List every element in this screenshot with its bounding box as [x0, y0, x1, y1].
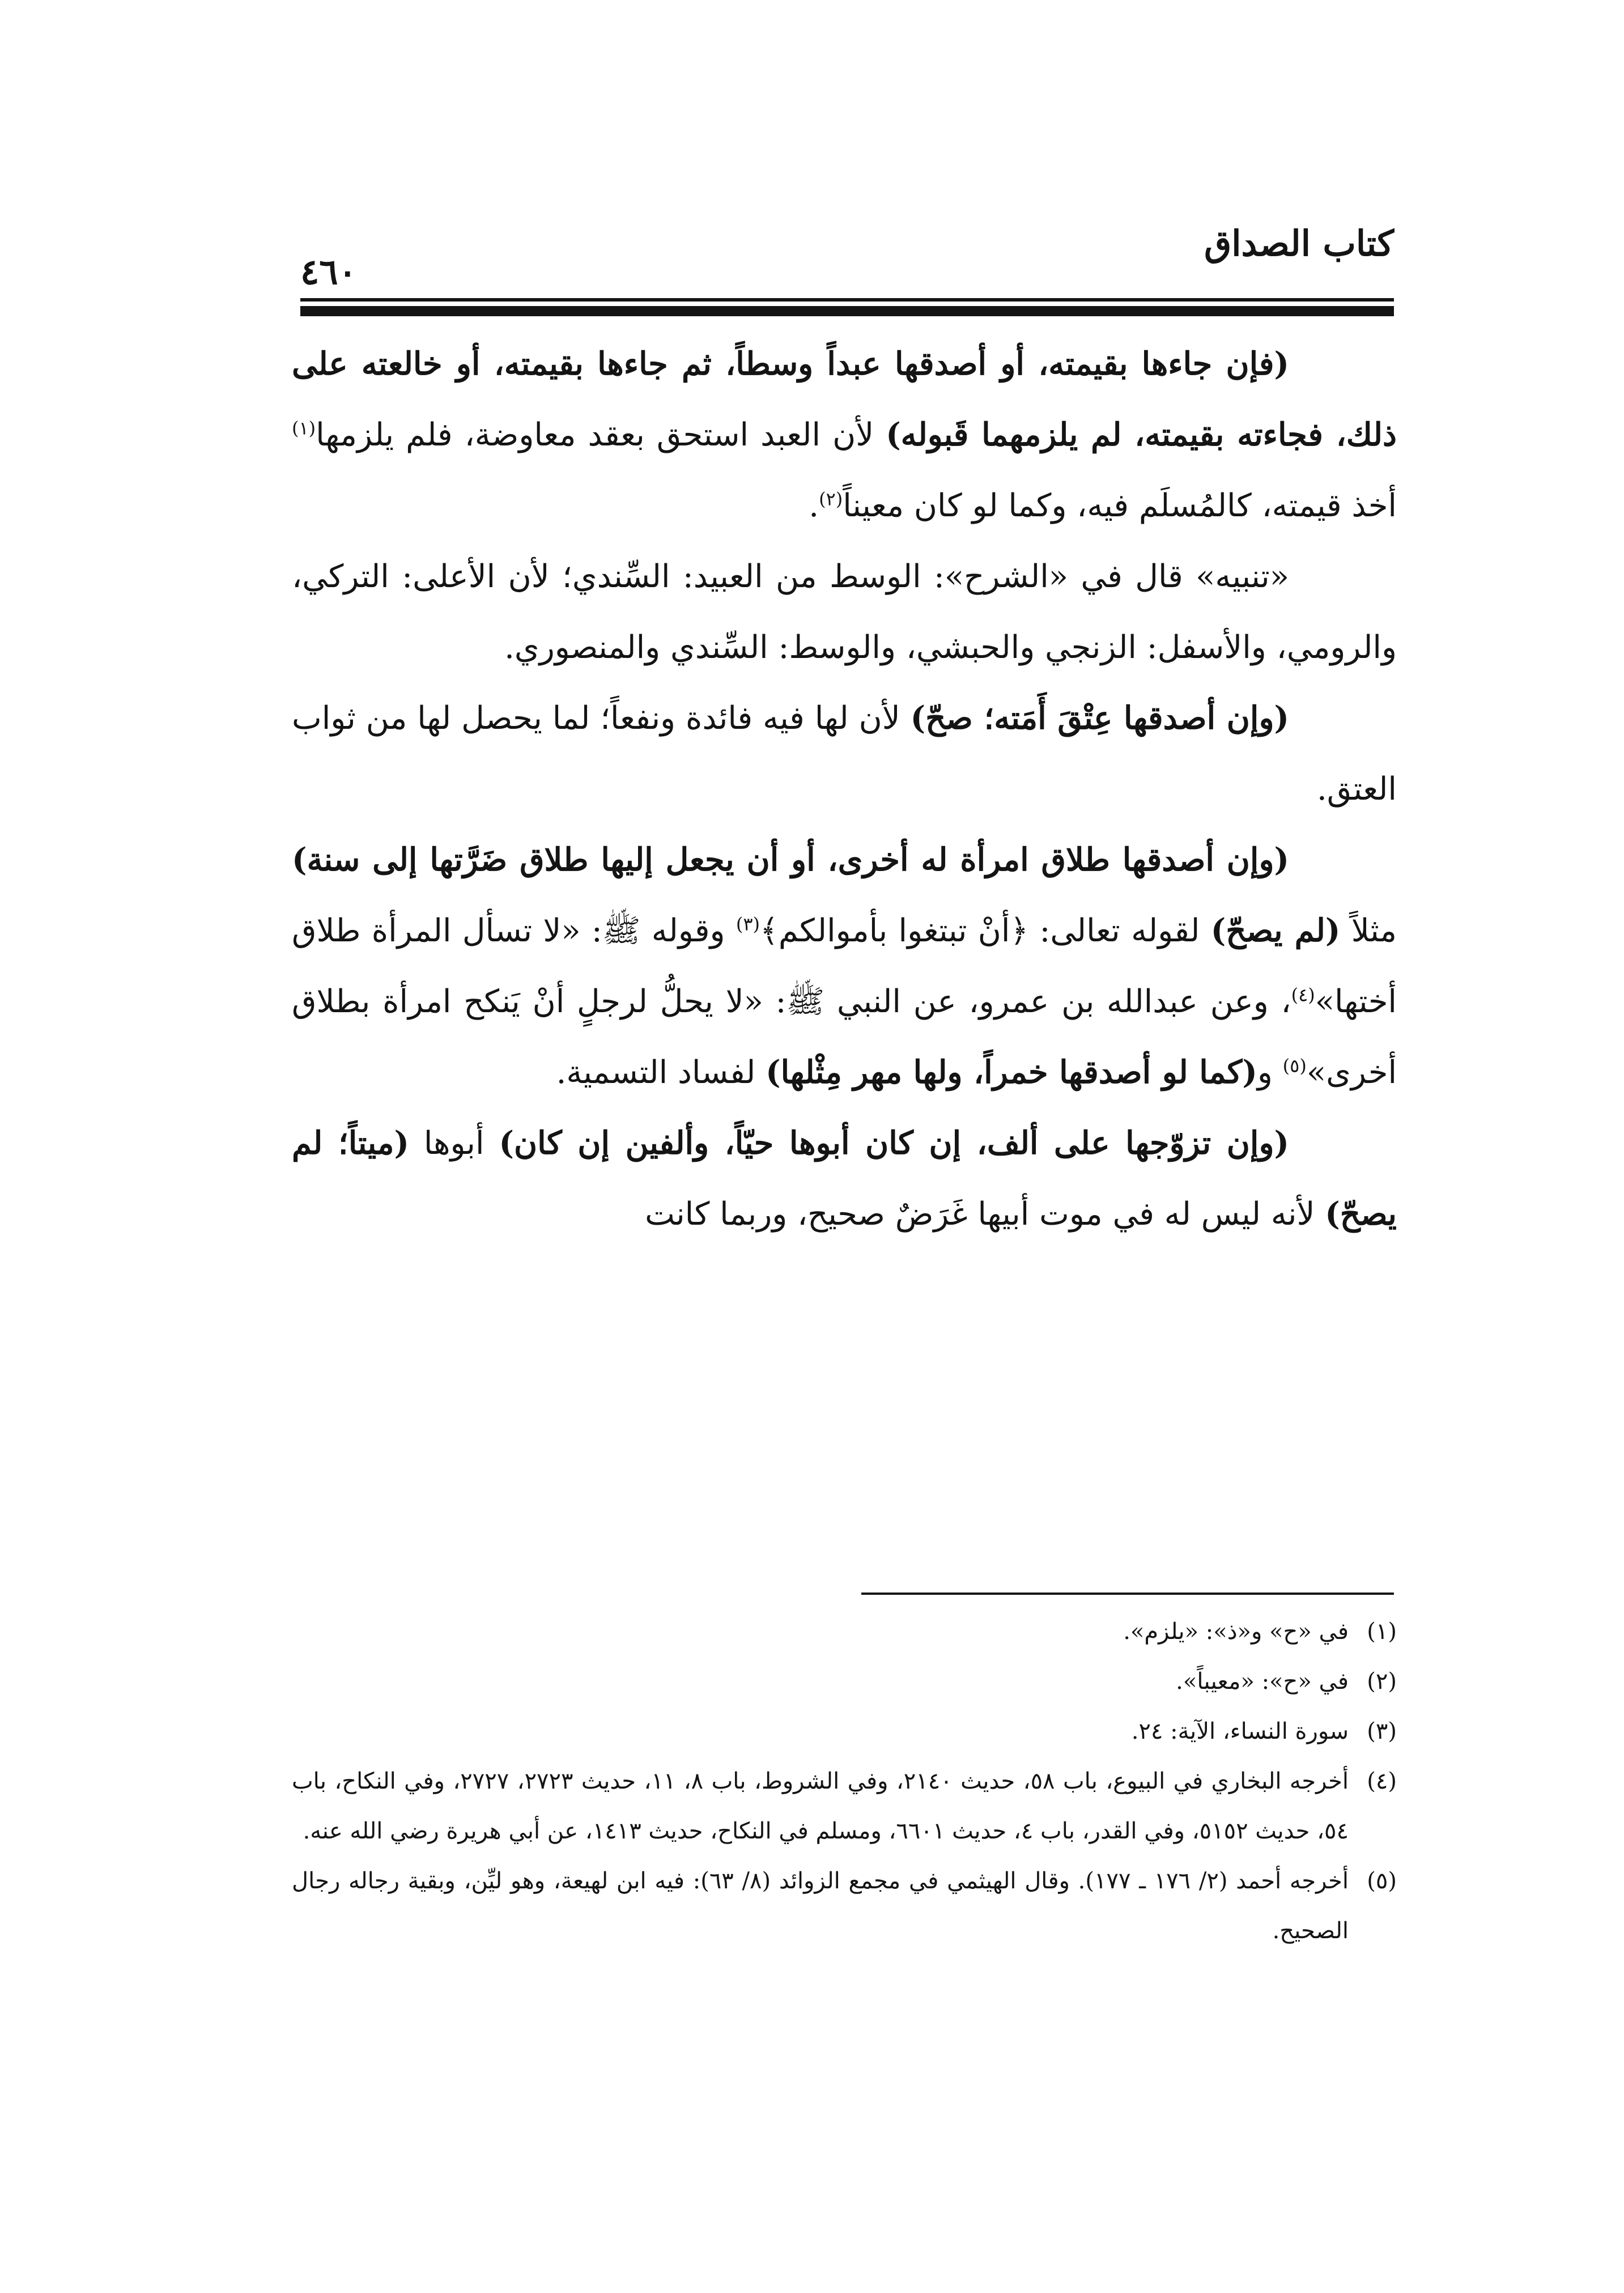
sharh-text: أخذ قيمته، كالمُسلَم فيه، وكما لو كان معيناً — [843, 487, 1397, 524]
sharh-text: ، وعن عبدالله بن عمرو، عن النبي ﷺ: «لا يحلُّ لرجلٍ أنْ يَنكح امرأة بطلاق أخرى» — [292, 983, 1397, 1091]
main-text — [292, 329, 1397, 1250]
footnotes — [292, 1607, 1397, 1956]
paragraph-4 — [292, 825, 1397, 1108]
footnote-4 — [292, 1756, 1397, 1856]
matn-text: (لم يصحّ) — [1210, 912, 1341, 949]
matn-text: (فإن جاءها بقيمته، أو أصدقها عبداً وسطاً، ثم جاءها بقيمته، أو خالعته على ذلك، فجاءته بقيمته، لم يلزمهما قَبوله) — [292, 345, 1397, 453]
footnote-2 — [292, 1657, 1397, 1706]
footnote-text: سورة النساء، الآية: ٢٤. — [1131, 1718, 1349, 1744]
sharh-text: لأنه ليس له في موت أبيها غَرَضٌ صحيح، وربما كانت — [645, 1196, 1325, 1233]
sharh-text: لفساد التسمية. — [556, 1054, 766, 1091]
header-rule-thick — [300, 306, 1394, 316]
sharh-text: وقوله ﷺ: «لا تسأل المرأة طلاق أختها» — [292, 912, 1397, 1020]
footnote-number: (٤) — [1367, 1768, 1397, 1794]
matn-text: (كما لو أصدقها خمراً، ولها مهر مِثْلها) — [766, 1054, 1257, 1091]
footnote-ref-3: (٣) — [736, 913, 760, 935]
footnote-ref-4: (٤) — [1291, 984, 1315, 1006]
sharh-text: لأن العبد استحق بعقد معاوضة، فلم يلزمها — [316, 417, 886, 453]
running-title: كتاب الصداق — [1204, 223, 1394, 264]
paragraph-5 — [292, 1108, 1397, 1250]
page-header — [300, 215, 1394, 312]
sharh-text: لأن لها فيه فائدة ونفعاً؛ لما يحصل لها من ثواب العتق. — [292, 700, 1397, 808]
page-number: ٤٦٠ — [300, 251, 357, 292]
footnote-text: في «ح»: «معيباً». — [1176, 1668, 1349, 1695]
sharh-text: و — [1257, 1054, 1283, 1091]
footnote-5 — [292, 1856, 1397, 1956]
footnote-number: (١) — [1367, 1619, 1397, 1645]
footnote-ref-2: (٢) — [819, 488, 843, 510]
paragraph-3 — [292, 683, 1397, 825]
sharh-text: لقوله تعالى: ﴿أنْ تبتغوا بأموالكم﴾ — [760, 912, 1211, 949]
footnote-separator — [861, 1593, 1394, 1595]
footnote-ref-5: (٥) — [1282, 1055, 1307, 1077]
sharh-text: . — [809, 487, 819, 524]
matn-text: (ميتاً؛ لم يصحّ) — [292, 1124, 1397, 1233]
paragraph-1 — [292, 329, 1397, 541]
matn-text: (وإن أصدقها طلاق امرأة له أخرى، أو أن يجعل إليها طلاق ضَرَّتها إلى سنة) — [292, 841, 1289, 878]
matn-text: (وإن تزوّجها على ألف، إن كان أبوها حيّاً، وألفين إن كان) — [499, 1124, 1289, 1162]
footnote-text: في «ح» و«ذ»: «يلزم». — [1123, 1619, 1349, 1645]
footnote-number: (٥) — [1367, 1868, 1397, 1894]
sharh-text: أبوها — [409, 1125, 499, 1162]
sharh-text: مثلاً — [1340, 912, 1397, 949]
footnote-number: (٣) — [1367, 1718, 1397, 1744]
footnote-3 — [292, 1706, 1397, 1756]
paragraph-2: «تنبيه» قال في «الشرح»: الوسط من العبيد: السِّندي؛ لأن الأعلى: التركي، والرومي، والأسفل: الزنجي والحبشي، والوسط: السِّندي والمنصوري. — [292, 558, 1397, 666]
footnote-ref-1: (١) — [292, 417, 316, 439]
footnote-1 — [292, 1607, 1397, 1657]
matn-text: (وإن أصدقها عِتْقَ أَمَته؛ صحّ) — [910, 699, 1290, 737]
footnote-text: أخرجه البخاري في البيوع، باب ٥٨، حديث ٢١٤٠، وفي الشروط، باب ٨، ١١، حديث ٢٧٢٣، ٢٧٢٧، وفي النكاح، باب ٥٤، حديث ٥١٥٢، وفي القدر، باب ٤، حديث ٦٦٠١، ومسلم في النكاح، حديث ١٤١٣، عن أبي هريرة رضي الله عنه. — [292, 1768, 1349, 1844]
footnote-text: أخرجه أحمد (٢/ ١٧٦ ـ ١٧٧). وقال الهيثمي في مجمع الزوائد (٨/ ٦٣): فيه ابن لهيعة، وهو ليِّن، وبقية رجاله رجال الصحيح. — [292, 1868, 1349, 1944]
footnote-number: (٢) — [1367, 1668, 1397, 1695]
header-rule-thin — [300, 298, 1394, 302]
